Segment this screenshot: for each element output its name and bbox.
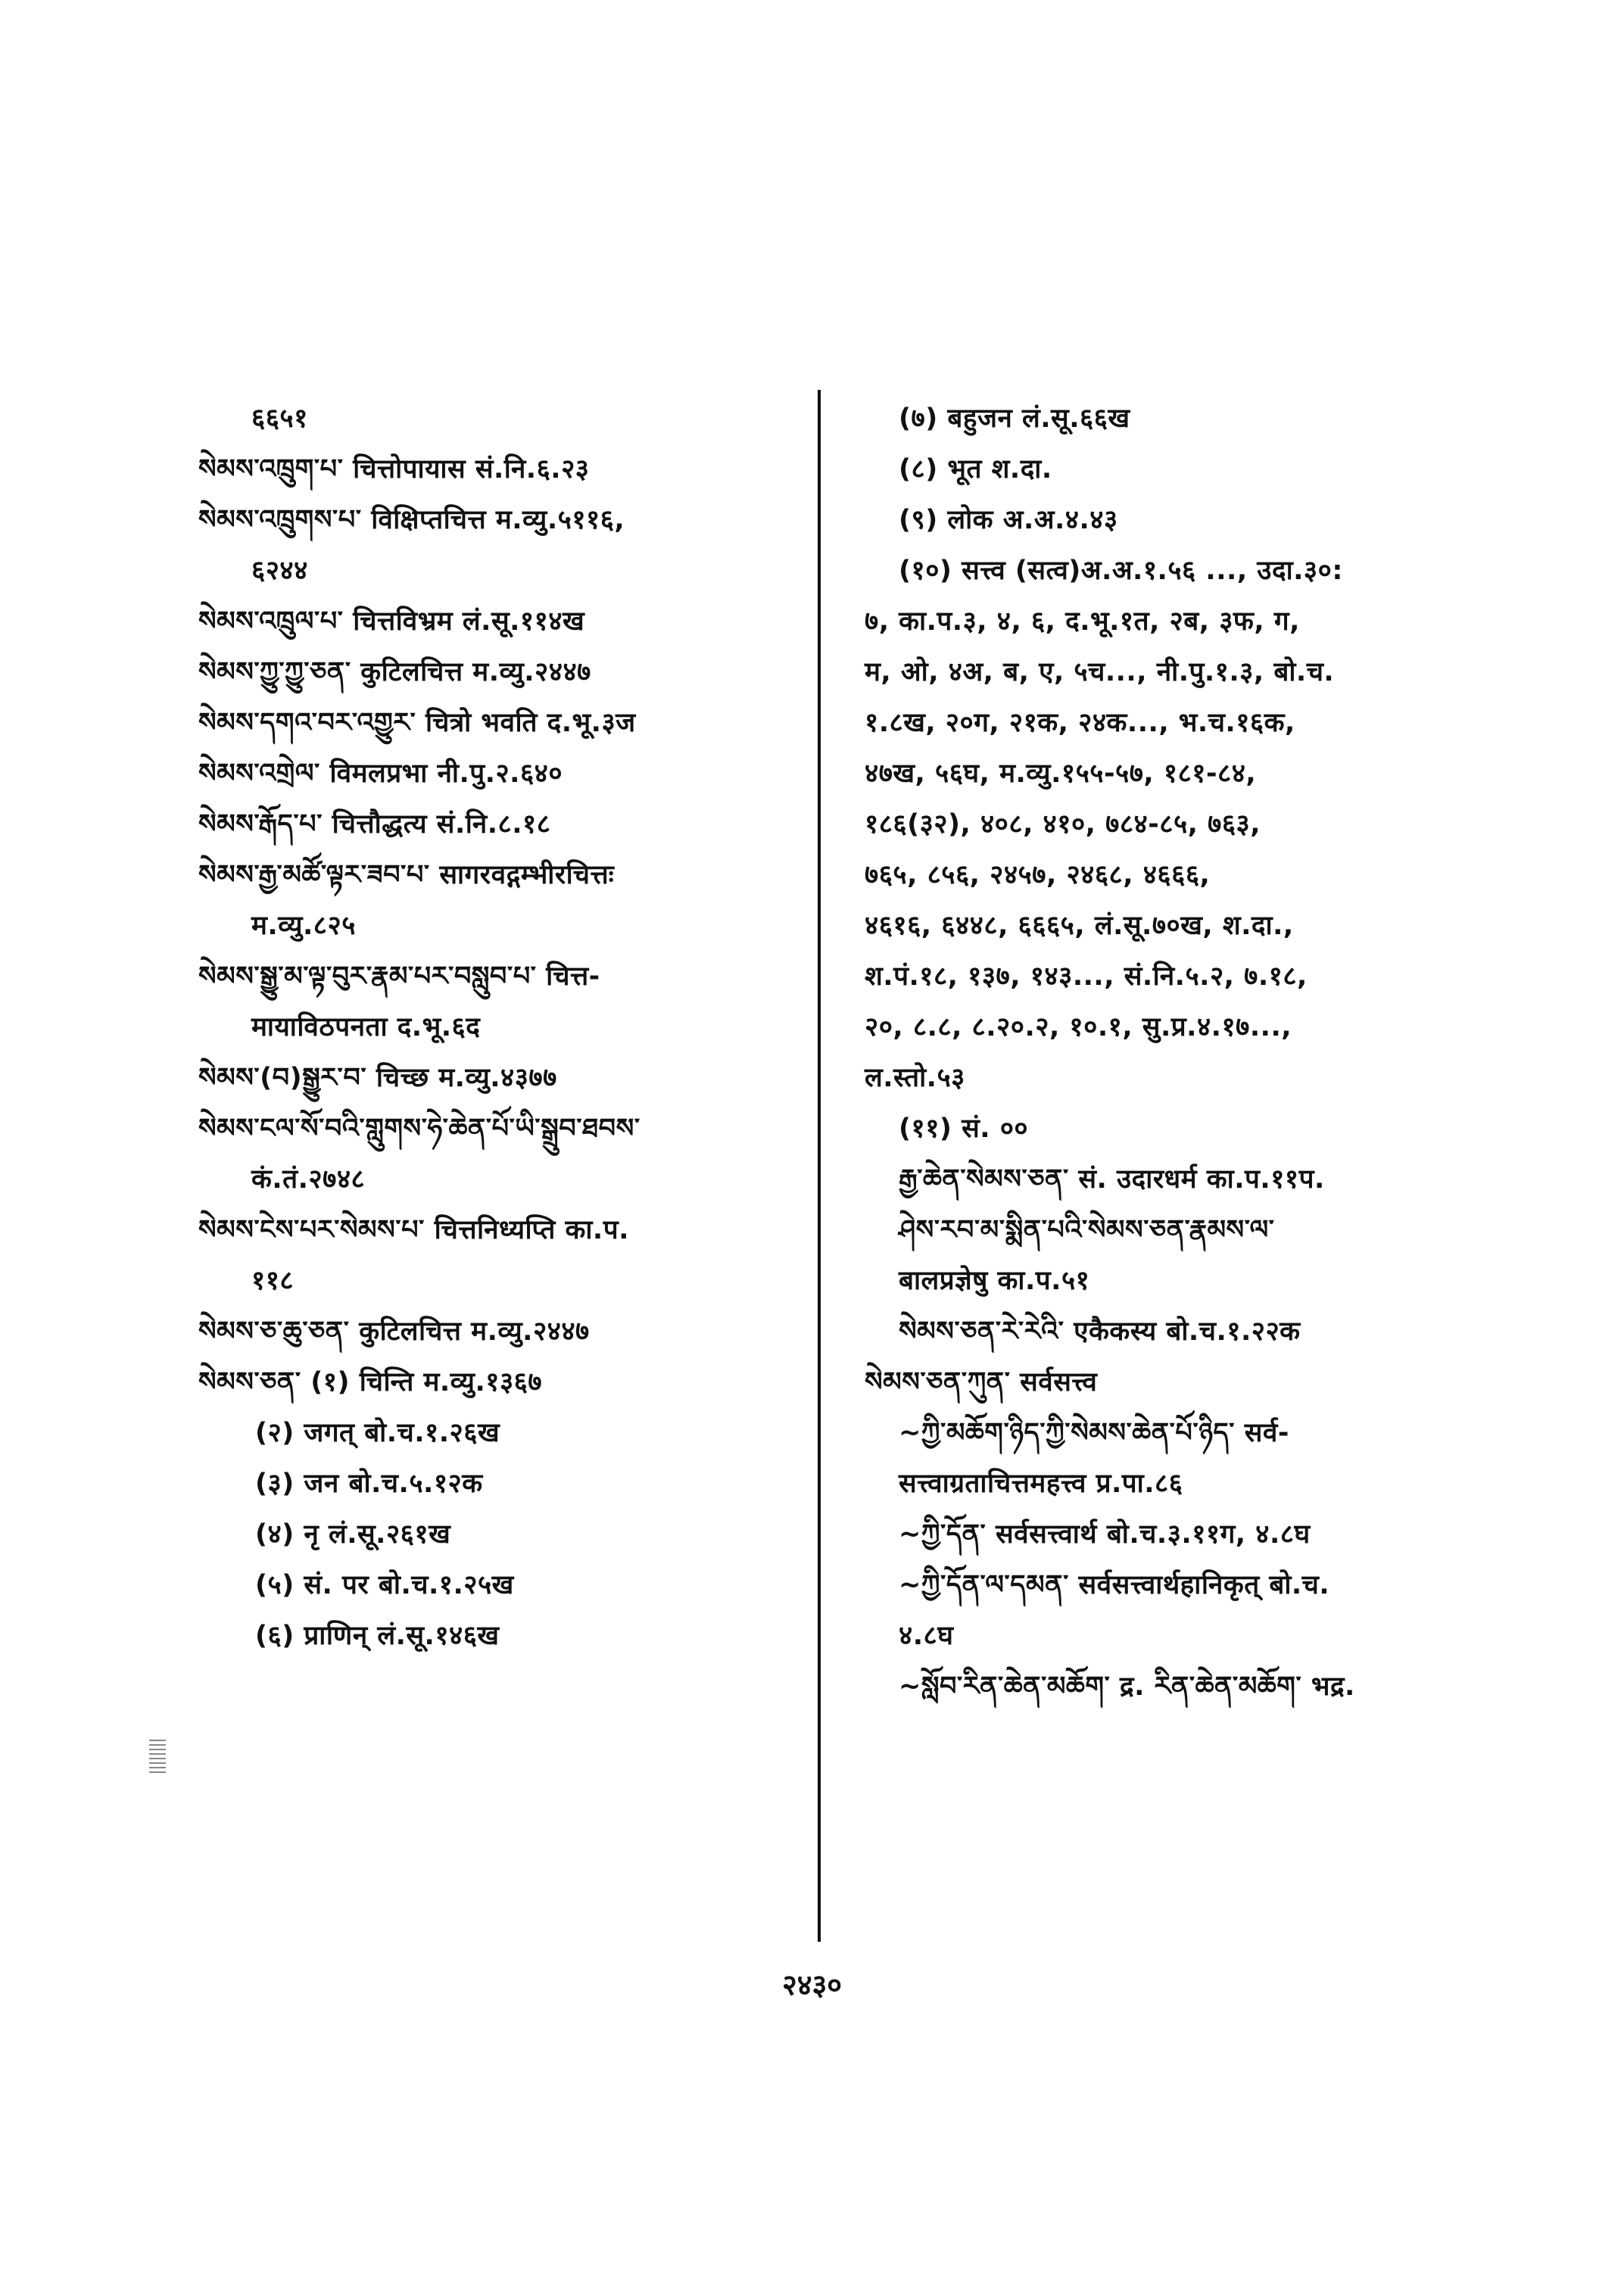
entry-line: སེམས་ངེས་པར་སེམས་པ་ चित्तनिध्यप्ति का.प. bbox=[198, 1215, 629, 1245]
entry-line: སེམས་ཀྱུ་ཀྱུ་ཅན་ कुटिलचित्त म.व्यु.२४४७ bbox=[198, 657, 591, 687]
entry-line: ཤེས་རབ་མ་སྨིན་པའི་སེམས་ཅན་རྣམས་ལ་ bbox=[899, 1215, 1275, 1245]
sense-continuation: ४७ख, ५६घ, म.व्यु.१५५-५७, १८१-८४, bbox=[865, 759, 1257, 789]
entry-line: སེམས་འཁྲུལ་པ་ चित्तविभ्रम लं.सू.११४ख bbox=[198, 606, 585, 637]
headword-line: སེམས་ཅན་ཀུན་ सर्वसत्त्व bbox=[865, 1367, 1098, 1397]
sense-line: (९) लोक अ.अ.४.४३ bbox=[899, 505, 1118, 535]
sense-continuation: म, ओ, ४अ, ब, ए, ५च..., नी.पु.१.३, बो.च. bbox=[865, 657, 1335, 687]
sense-continuation: ४६१६, ६४४८, ६६६५, लं.सू.७०ख, श.दा., bbox=[865, 911, 1294, 941]
entry-continuation: कं.तं.२७४८ bbox=[251, 1164, 366, 1195]
sub-entry-line: ~ཀྱི་དོན་ सर्वसत्त्वार्थ बो.च.३.११ग, ४.८घ bbox=[899, 1519, 1311, 1550]
sense-continuation: १८६(३२), ४०८, ४१०, ७८४-८५, ७६३, bbox=[865, 809, 1261, 840]
sense-line: (४) नृ लं.सू.२६१ख bbox=[255, 1519, 451, 1550]
entry-line: སེམས་ཅན་ (१) चिन्ति म.व्यु.१३६७ bbox=[198, 1367, 543, 1397]
entry-line: སེམས་འགྲེལ་ विमलप्रभा नी.पु.२.६४० bbox=[198, 759, 563, 789]
entry-line: སེམས་སྒྱུ་མ་ལྟ་བུར་རྣམ་པར་བསླུབ་པ་ चित्त- bbox=[198, 961, 600, 992]
entry-continuation: म.व्यु.८२५ bbox=[251, 911, 356, 941]
sense-continuation: ७, का.प.३, ४, ६, द.भू.१त, २ब, ३फ, ग, bbox=[865, 606, 1300, 637]
sense-line: (६) प्राणिन् लं.सू.१४६ख bbox=[255, 1621, 500, 1651]
entry-line: སེམས་འཁྲུག་པ་ चित्तोपायास सं.नि.६.२३ bbox=[198, 454, 590, 484]
sense-line: (२) जगत् बो.च.१.२६ख bbox=[255, 1418, 500, 1448]
entry-line: སེམས་རྒོད་པ་ चित्तौद्धत्य सं.नि.८.१८ bbox=[198, 809, 551, 840]
sense-continuation: ल.स्तो.५३ bbox=[865, 1063, 965, 1093]
sub-entry-line: ~སློབ་རིན་ཆེན་མཆོག་ द्र. རིན་ཆེན་མཆོག་ भद्र. bbox=[899, 1671, 1355, 1702]
sub-entry-continuation: सत्त्वाग्रताचित्तमहत्त्व प्र.पा.८६ bbox=[899, 1469, 1183, 1499]
entry-continuation: ६२४४ bbox=[251, 556, 308, 586]
margin-mark bbox=[149, 1740, 166, 1776]
entry-line: སེམས་རྒྱ་མཚོ་ལྟར་ཟབ་པ་ सागरवद्गम्भीरचित्तः bbox=[198, 860, 615, 890]
sub-entry-line: ~ཀྱི་མཆོག་ཉིད་ཀྱི་སེམས་ཆེན་པོ་ཉིད་ सर्व- bbox=[899, 1418, 1289, 1448]
sense-line: (३) जन बो.च.५.१२क bbox=[255, 1469, 483, 1499]
entry-line: སེམས་དགའ་བར་འགྱུར་ चित्रो भवति द.भू.३ज bbox=[198, 708, 636, 738]
page-number: २४३० bbox=[781, 1968, 843, 2002]
sense-continuation: २०, ८.८, ८.२०.२, १०.१, सु.प्र.४.१७..., bbox=[865, 1012, 1292, 1042]
entry-line: སེམས་(བ)སྒྱུར་བ་ चिच्छ म.व्यु.४३७७ bbox=[198, 1063, 557, 1093]
entry-line: སེམས་ཅན་རེ་རེའི་ एकैकस्य बो.च.१.२२क bbox=[899, 1316, 1301, 1347]
entry-number: ६६५१ bbox=[251, 403, 308, 434]
sense-line: (१०) सत्त्व (सत्व)अ.अ.१.५६ ..., उदा.३०: bbox=[899, 556, 1343, 586]
entry-continuation: ११८ bbox=[251, 1266, 295, 1296]
sense-line: (८) भूत श.दा. bbox=[899, 454, 1052, 484]
entry-line: སེམས་ཅ་ཆུ་ཅན་ कुटिलचित्त म.व्यु.२४४७ bbox=[198, 1316, 590, 1347]
entry-line: སེམས་འཁྲུགས་པ་ विक्षिप्तचित्त म.व्यु.५११६, bbox=[198, 505, 625, 535]
right-column bbox=[865, 394, 1455, 1712]
sub-entry-continuation: ४.८घ bbox=[899, 1621, 954, 1651]
sub-entry-line: ~ཀྱི་དོན་ལ་དམན་ सर्वसत्त्वार्थहानिकृत् बो.च. bbox=[899, 1570, 1330, 1600]
sense-continuation: ७६५, ८५६, २४५७, २४६८, ४६६६, bbox=[865, 860, 1211, 890]
entry-line: རྒྱ་ཆེན་སེམས་ཅན་ सं. उदारधर्म का.प.११प. bbox=[899, 1164, 1325, 1195]
sense-line: (७) बहुजन लं.सू.६६ख bbox=[899, 403, 1130, 434]
sense-continuation: १.८ख, २०ग, २१क, २४क..., भ.च.१६क, bbox=[865, 708, 1295, 738]
entry-line: སེམས་ངལ་སོ་བའི་གླུགས་ཧེ་ཆེན་པོ་ཡི་སྒྲུབ་ཐབས་ bbox=[198, 1114, 641, 1144]
entry-continuation: बालप्रज्ञेषु का.प.५१ bbox=[899, 1266, 1090, 1296]
entry-continuation: मायाविठपनता द.भू.६द bbox=[251, 1012, 481, 1042]
left-column bbox=[198, 394, 804, 1662]
sense-line: (५) सं. पर बो.च.१.२५ख bbox=[255, 1570, 514, 1600]
sense-continuation: श.पं.१८, १३७, १४३..., सं.नि.५.२, ७.१८, bbox=[865, 961, 1308, 992]
sense-line: (११) सं. ०० bbox=[899, 1114, 1029, 1144]
column-divider bbox=[818, 390, 821, 1942]
